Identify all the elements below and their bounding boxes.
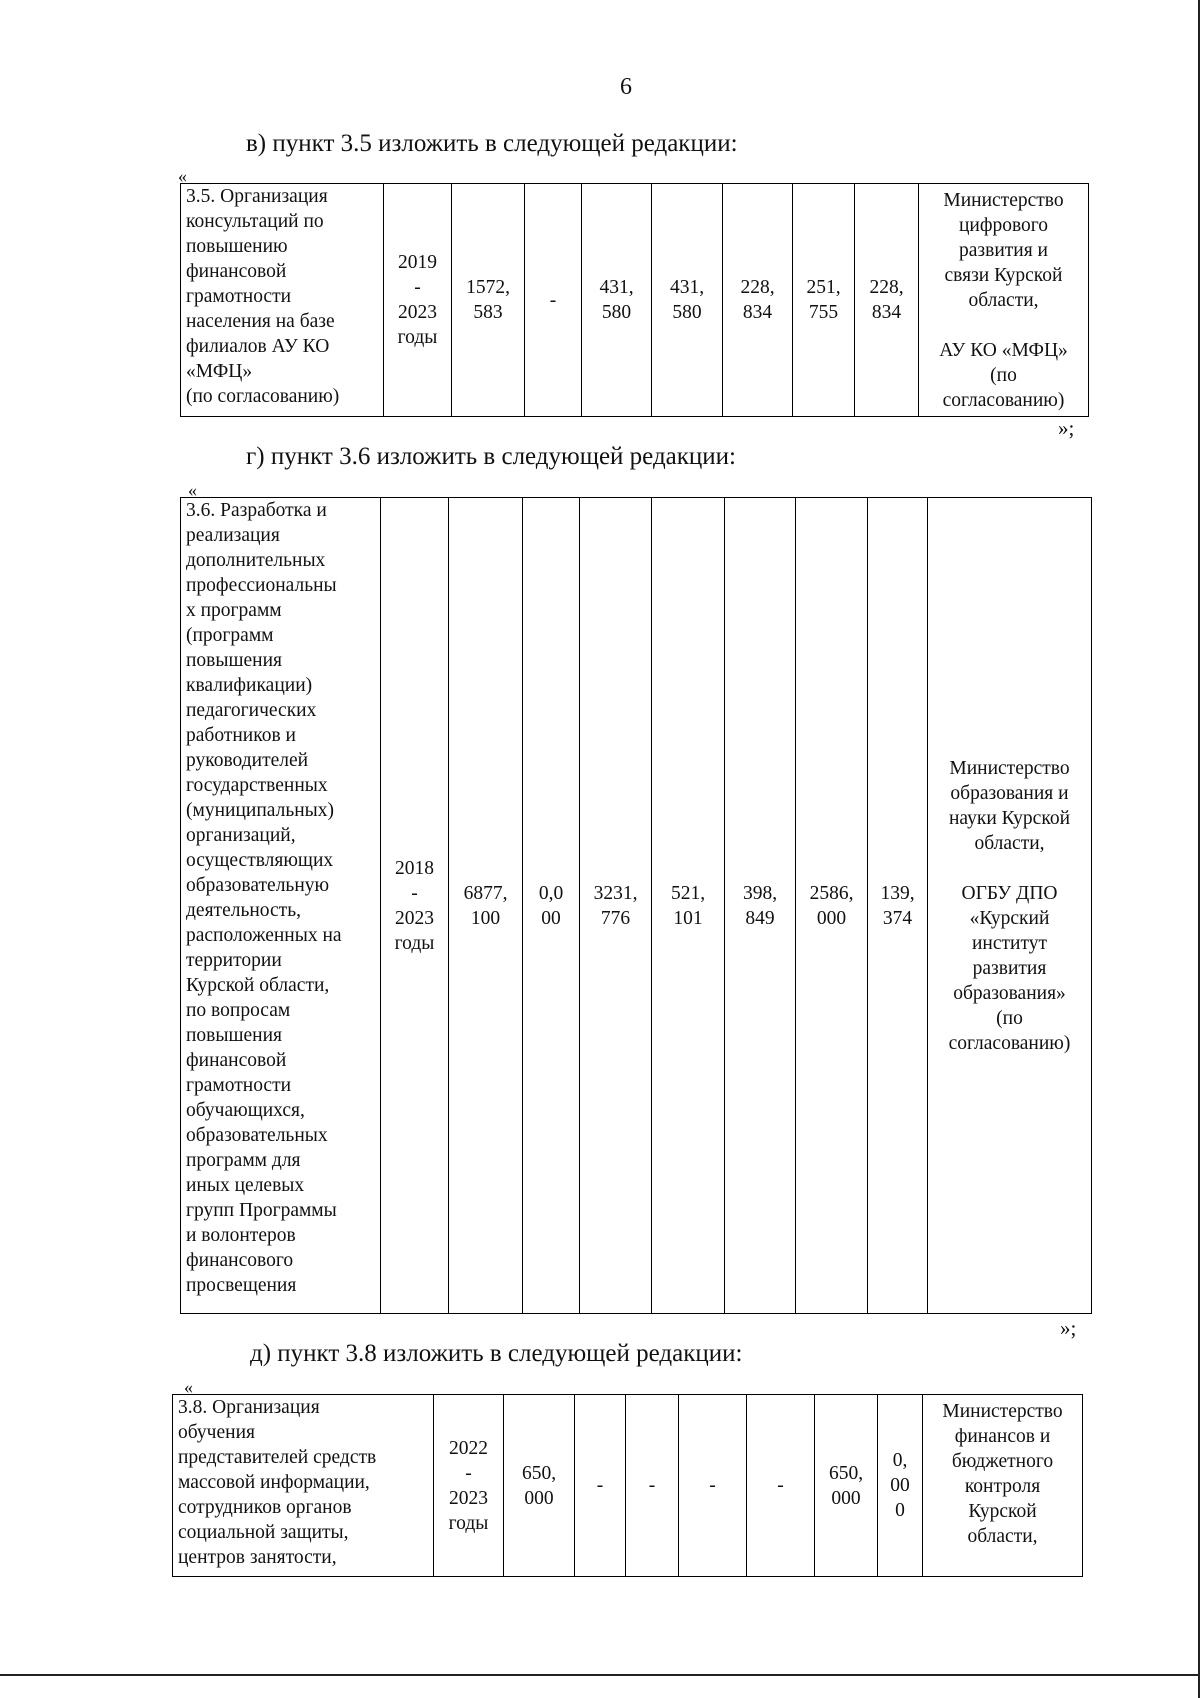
value-cell: [652, 498, 725, 1314]
period-cell: [384, 184, 452, 417]
responsible-org-cell: [923, 1395, 1083, 1577]
period-cell: [381, 498, 449, 1314]
value-5: 228, 834: [740, 277, 775, 323]
value-3: 3231, 776: [593, 882, 638, 929]
open-quote: «: [188, 480, 197, 500]
responsible-org: Министерство образования и науки Курской области, ОГБУ ДПО «Курский институт развития образования» (по согласованию): [948, 757, 1071, 1054]
value-cell: [747, 1395, 815, 1577]
value-cell: [868, 498, 928, 1314]
value-7: 0, 00 0: [890, 1450, 910, 1521]
value-cell: [855, 184, 919, 417]
value-cell: [525, 184, 582, 417]
period-cell: [434, 1395, 504, 1577]
period: 2018 - 2023 годы: [394, 857, 435, 954]
responsible-org: Министерство финансов и бюджетного контроля Курской области,: [942, 1401, 1063, 1547]
value-cell: [575, 1395, 626, 1577]
activity-name: 3.6. Разработка и реализация дополнительных профессиональны х программ (программ повышения квалификации) педагогических работников и руководителей государственных (муниципальных) организаций, осуществляющих образовательную деятельность, расположенных на территории Курской области, по вопросам повышения финансовой грамотности обучающихся, образовательных программ для иных целевых групп Программы и волонтеров финансового просвещения: [186, 500, 342, 1296]
value-5: -: [777, 1475, 784, 1496]
value-3: 431, 580: [599, 277, 634, 323]
value-cell: [725, 498, 796, 1314]
value-4: -: [709, 1475, 716, 1496]
responsible-org: Министерство цифрового развития и связи Курской области, АУ КО «МФЦ» (по согласованию): [939, 190, 1068, 411]
activity-name-cell: [173, 1395, 434, 1577]
close-quote: »;: [1060, 1316, 1077, 1340]
table-3-5: [180, 183, 1089, 417]
value-6: 2586, 000: [809, 882, 854, 929]
value-2: 0,0 00: [538, 882, 564, 929]
value-cell: [626, 1395, 679, 1577]
table-row: [181, 184, 1089, 417]
value-6: 650, 000: [828, 1462, 864, 1509]
open-quote: «: [184, 1377, 193, 1397]
value-2: -: [549, 289, 557, 311]
value-7: 228, 834: [869, 277, 904, 323]
open-quote: «: [178, 166, 187, 186]
period: 2019 - 2023 годы: [397, 252, 438, 348]
close-quote: »;: [1058, 416, 1075, 440]
value-total: 650, 000: [521, 1462, 557, 1509]
value-cell: [878, 1395, 923, 1577]
value-cell: [679, 1395, 747, 1577]
responsible-org-cell: [919, 184, 1089, 417]
value-cell: [580, 498, 652, 1314]
value-2: -: [596, 1475, 604, 1496]
table-3-6: [180, 497, 1092, 1314]
value-4: 431, 580: [669, 277, 705, 323]
period: 2022 - 2023 годы: [448, 1437, 489, 1534]
value-4: 521, 101: [670, 882, 706, 929]
value-cell: [793, 184, 855, 417]
activity-name: 3.8. Организация обучения представителей средств массовой информации, сотрудников органов социальной защиты, центров занятости,: [178, 1397, 377, 1568]
section-heading-3-5: в) пункт 3.5 изложить в следующей редакции:: [246, 130, 738, 157]
value-5: 398, 849: [742, 882, 778, 929]
value-3: -: [648, 1475, 656, 1496]
table-row: [181, 498, 1092, 1314]
value-cell: [452, 184, 525, 417]
scan-border-bottom: [0, 1674, 1200, 1676]
table-3-8: [172, 1394, 1083, 1577]
value-cell: [504, 1395, 575, 1577]
activity-name-cell: [181, 184, 384, 417]
section-heading-3-8: д) пункт 3.8 изложить в следующей редакции:: [250, 1340, 743, 1367]
activity-name: 3.5. Организация консультаций по повышению финансовой грамотности населения на базе филиалов АУ КО «МФЦ» (по согласованию): [186, 186, 340, 407]
section-heading-3-6: г) пункт 3.6 изложить в следующей редакции:: [246, 443, 736, 470]
value-6: 251, 755: [806, 277, 841, 323]
responsible-org-cell: [928, 498, 1092, 1314]
value-total: 6877, 100: [463, 882, 508, 929]
value-cell: [652, 184, 723, 417]
value-cell: [582, 184, 652, 417]
value-cell: [796, 498, 868, 1314]
table-row: [173, 1395, 1083, 1577]
value-total: 1572, 583: [466, 277, 510, 323]
value-cell: [449, 498, 523, 1314]
activity-name-cell: [181, 498, 381, 1314]
value-7: 139, 374: [880, 882, 915, 929]
value-cell: [723, 184, 793, 417]
page-number: 6: [620, 74, 632, 100]
value-cell: [523, 498, 580, 1314]
value-cell: [815, 1395, 878, 1577]
